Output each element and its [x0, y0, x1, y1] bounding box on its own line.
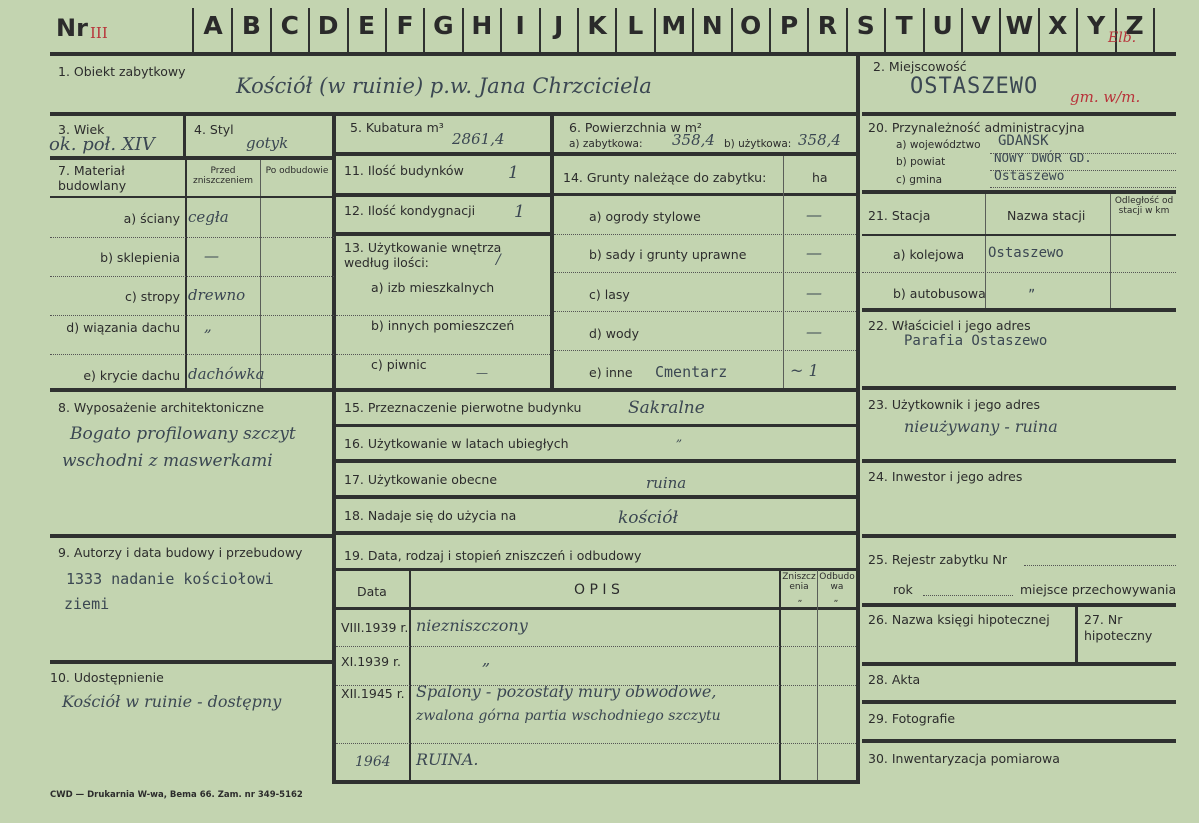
alphabet-letter: I — [515, 11, 525, 40]
field-6-val-b: 358,4 — [798, 131, 841, 149]
field-14-row-note: Cmentarz — [655, 363, 728, 381]
field-2-note: gm. w/m. — [1070, 88, 1141, 106]
field-16-value: „ — [676, 430, 683, 444]
field-14-row-label: a) ogrody stylowe — [589, 209, 701, 224]
alphabet-letter: X — [1048, 11, 1068, 40]
field-13-c-value: — — [476, 366, 488, 380]
alphabet-letter: J — [553, 11, 564, 40]
field-14-row-value: — — [806, 243, 822, 262]
alphabet-letter: E — [358, 11, 376, 40]
field-7-row-before: — — [204, 247, 219, 265]
field-6-sub-a: a) zabytkowa: — [569, 138, 643, 150]
field-20-b-value: NOWY DWÓR GD. — [994, 150, 1092, 165]
field-25-rok: rok — [893, 582, 913, 597]
field-14-row-label: c) lasy — [589, 287, 630, 302]
alphabet-letter: W — [1005, 11, 1034, 40]
field-8-label: 8. Wyposażenie architektoniczne — [58, 400, 265, 415]
field-14-label: 14. Grunty należące do zabytku: — [563, 170, 767, 185]
field-5-label: 5. Kubatura m³ — [350, 120, 444, 135]
field-1-label: 1. Obiekt zabytkowy — [58, 64, 186, 79]
field-11-label: 11. Ilość budynków — [344, 163, 464, 178]
field-13-a: a) izb mieszkalnych — [371, 280, 495, 295]
field-6-val-a: 358,4 — [672, 131, 715, 149]
field-13-label: 13. Użytkowanie wnętrza według ilości: — [344, 240, 502, 270]
alphabet-letter: C — [280, 11, 299, 40]
field-12-label: 12. Ilość kondygnacji — [344, 203, 476, 218]
field-13-mark: / — [496, 252, 501, 268]
alphabet-letter: Z — [1125, 11, 1144, 40]
alphabet-letter: G — [433, 11, 454, 40]
alphabet-letter: L — [627, 11, 644, 40]
alphabet-letter: V — [971, 11, 991, 40]
alphabet-letter: S — [856, 11, 875, 40]
field-6-label: 6. Powierzchnia w m² — [569, 120, 702, 135]
alphabet-letter: F — [396, 11, 414, 40]
field-4-label: 4. Styl — [194, 122, 234, 137]
field-21-b: b) autobusowa — [893, 286, 986, 301]
field-8-line1: Bogato profilowany szczyt — [70, 424, 296, 444]
field-7-label: 7. Materiał budowlany — [58, 163, 127, 193]
field-13-c: c) piwnic — [371, 357, 427, 372]
field-7-row-label: b) sklepienia — [100, 250, 180, 265]
field-7-row-before: „ — [204, 317, 212, 335]
alphabet-letter: U — [932, 11, 953, 40]
field-18-label: 18. Nadaje się do użycia na — [344, 508, 517, 523]
alphabet-letter: D — [317, 11, 339, 40]
field-6-sub-b: b) użytkowa: — [724, 138, 792, 150]
field-20-c-value: Ostaszewo — [994, 169, 1065, 184]
field-19-row-desc: RUINA. — [416, 750, 479, 769]
field-19-row-date: VIII.1939 r. — [341, 620, 409, 635]
field-26-label: 26. Nazwa księgi hipotecznej — [868, 612, 1050, 627]
field-7-row-label: c) stropy — [125, 289, 180, 304]
field-24-label: 24. Inwestor i jego adres — [868, 469, 1023, 484]
field-19-row-date: XI.1939 r. — [341, 654, 401, 669]
field-30-label: 30. Inwentaryzacja pomiarowa — [868, 751, 1060, 766]
field-3-value: ok. poł. XIV — [49, 134, 155, 155]
field-17-label: 17. Użytkowanie obecne — [344, 472, 498, 487]
field-11-value: 1 — [508, 163, 519, 183]
alphabet-letter: Y — [1087, 11, 1106, 40]
field-14-row-value: — — [806, 283, 822, 302]
alphabet-letter: O — [739, 11, 762, 40]
alphabet-letter: N — [701, 11, 723, 40]
field-21-col-dist: Odległość od stacji w km — [1114, 196, 1174, 216]
field-29-label: 29. Fotografie — [868, 711, 956, 726]
field-7-col-after: Po odbudowie — [265, 166, 329, 176]
alphabet-letter: B — [241, 11, 261, 40]
field-27-label: 27. Nr hipoteczny — [1084, 612, 1153, 643]
field-14-unit: ha — [812, 170, 828, 185]
alphabet-letter: P — [779, 11, 799, 40]
field-19-row-desc: Spalony - pozostały mury obwodowe, — [416, 682, 717, 701]
field-15-value: Sakralne — [628, 398, 705, 418]
field-10-label: 10. Udostępnienie — [50, 670, 164, 685]
field-19-row-date: 1964 — [355, 754, 391, 770]
field-21-a-value: Ostaszewo — [988, 245, 1064, 261]
field-4-value: gotyk — [246, 134, 289, 152]
nr-label: Nr — [56, 14, 88, 42]
field-21-col-name: Nazwa stacji — [1007, 208, 1086, 223]
field-19-sub-destruction: „ — [797, 594, 803, 604]
field-14-row-value: ~ 1 — [790, 361, 819, 380]
field-14-row-label: d) wody — [589, 326, 639, 341]
field-5-value: 2861,4 — [452, 130, 505, 148]
field-2-label: 2. Miejscowość — [873, 59, 967, 74]
alphabet-letter: K — [587, 11, 607, 40]
nr-value: III — [90, 24, 108, 42]
field-25-label: 25. Rejestr zabytku Nr — [868, 552, 1008, 567]
alphabet-letter: H — [471, 11, 493, 40]
field-17-value: ruina — [646, 474, 687, 492]
field-13-b: b) innych pomieszczeń — [371, 318, 515, 333]
field-19-col-rebuild: Odbudowa — [819, 572, 855, 592]
field-19-row-desc: „ — [482, 650, 491, 669]
field-20-label: 20. Przynależność administracyjna — [868, 120, 1085, 135]
field-8-line2: wschodni z maswerkami — [62, 451, 273, 471]
field-14-row-value: — — [806, 322, 822, 341]
field-7-row-label: d) wiązania dachu — [66, 320, 180, 335]
field-9-line2: ziemi — [64, 595, 110, 613]
alphabet-letter: A — [203, 11, 223, 40]
field-12-value: 1 — [514, 202, 525, 222]
field-20-a: a) województwo — [896, 139, 981, 151]
field-2-value: OSTASZEWO — [910, 74, 1039, 99]
corner-mark: Elb. — [1108, 30, 1137, 46]
field-7-row-before: drewno — [188, 286, 246, 304]
field-23-value: nieużywany - ruina — [904, 417, 1058, 436]
field-22-value: Parafia Ostaszewo — [904, 333, 1048, 349]
field-9-line1: 1333 nadanie kościołowi — [66, 570, 274, 588]
field-3-label: 3. Wiek — [58, 122, 105, 137]
field-16-label: 16. Użytkowanie w latach ubiegłych — [344, 436, 569, 451]
field-19-label: 19. Data, rodzaj i stopień zniszczeń i odbudowy — [344, 548, 642, 563]
field-21-a: a) kolejowa — [893, 247, 965, 262]
printer-footer: CWD — Drukarnia W-wa, Bema 66. Zam. nr 349-5162 — [50, 790, 303, 800]
field-7-col-before: Przed zniszczeniem — [192, 166, 254, 186]
field-23-label: 23. Użytkownik i jego adres — [868, 397, 1040, 412]
field-19-row-desc: zwalona górna partia wschodniego szczytu — [416, 708, 721, 724]
field-14-row-value: — — [806, 205, 822, 224]
field-10-value: Kościół w ruinie - dostępny — [62, 692, 282, 711]
field-9-label: 9. Autorzy i data budowy i przebudowy — [58, 545, 303, 560]
field-15-label: 15. Przeznaczenie pierwotne budynku — [344, 400, 582, 415]
field-25-place: miejsce przechowywania — [1020, 582, 1177, 597]
field-20-c: c) gmina — [896, 174, 943, 186]
field-19-row-desc: niezniszczony — [416, 616, 528, 635]
field-7-row-before: cegła — [188, 208, 229, 226]
field-14-row-label: e) inne — [589, 365, 633, 380]
field-28-label: 28. Akta — [868, 672, 921, 687]
field-7-row-label: e) krycie dachu — [83, 368, 180, 383]
field-19-row-date: XII.1945 r. — [341, 686, 405, 701]
field-21-b-value: „ — [1028, 280, 1036, 294]
field-18-value: kościół — [618, 508, 678, 528]
alphabet-letter: T — [895, 11, 913, 40]
field-20-b: b) powiat — [896, 156, 946, 168]
field-21-label: 21. Stacja — [868, 208, 931, 223]
field-1-value: Kościół (w ruinie) p.w. Jana Chrzciciela — [236, 74, 652, 98]
field-19-sub-rebuild: „ — [833, 594, 839, 604]
alphabet-letter: R — [817, 11, 838, 40]
field-19-col-desc: O P I S — [574, 582, 620, 598]
alphabet-letter: M — [661, 11, 687, 40]
field-22-label: 22. Właściciel i jego adres — [868, 318, 1031, 333]
field-19-col-destruction: Zniszczenia — [782, 572, 816, 592]
field-20-a-value: GDAŃSK — [998, 133, 1049, 149]
field-7-row-label: a) ściany — [123, 211, 180, 226]
field-14-row-label: b) sady i grunty uprawne — [589, 247, 747, 262]
field-7-row-before: dachówka — [188, 365, 265, 383]
field-19-col-date: Data — [357, 584, 387, 599]
